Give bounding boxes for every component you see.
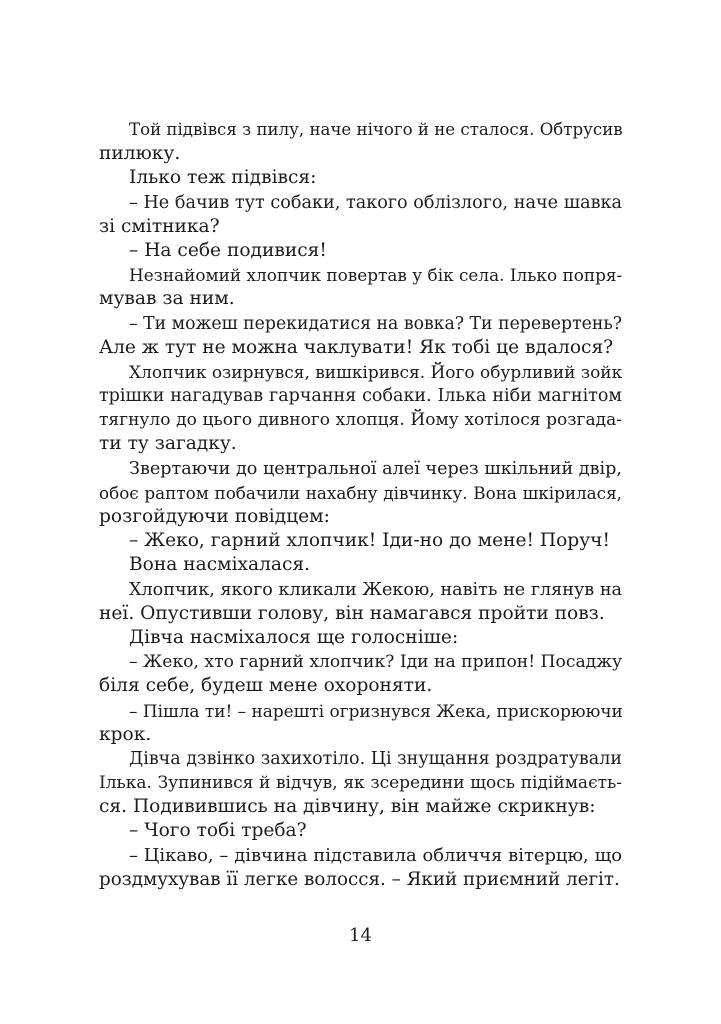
text-line: – Чого тобі треба? bbox=[129, 820, 307, 842]
text-line: Незнайомий хлопчик повертав у бік села. Ілько попря- bbox=[129, 265, 623, 286]
text-line: мував за ним. bbox=[99, 288, 235, 310]
text-line: пилюку. bbox=[99, 143, 181, 165]
text-line: Хлопчик, якого кликали Жекою, навіть не глянув на bbox=[129, 579, 622, 600]
text-line: – Не бачив тут собаки, такого облізлого, наче шавка bbox=[129, 192, 622, 213]
text-line: тягнуло до цього дивного хлопця. Йому хотілося розгада- bbox=[99, 410, 622, 431]
text-line: неї. Опустивши голову, він намагався пройти повз. bbox=[99, 602, 605, 624]
text-line: Ілька. Зупинився й відчув, як зсередини щось підіймаєть- bbox=[99, 773, 622, 794]
text-line: Звертаючи до центральної алеї через шкільний двір, bbox=[129, 458, 622, 479]
text-line: ся. Подивившись на дівчину, він майже скрикнув: bbox=[99, 796, 596, 818]
text-line: Але ж тут не можна чаклувати! Як тобі це вдалося? bbox=[99, 336, 614, 358]
text-line: – Ти можеш перекидатися на вовка? Ти перевертень? bbox=[129, 313, 622, 334]
text-line: крок. bbox=[99, 723, 152, 745]
text-line: трішки нагадував гарчання собаки. Ілька ніби магнітом bbox=[99, 386, 622, 407]
text-line: ти ту загадку. bbox=[99, 433, 237, 455]
text-line: – На себе подивися! bbox=[129, 239, 327, 261]
text-line: біля себе, будеш мене охороняти. bbox=[99, 675, 433, 697]
text-line: – Цікаво, – дівчина підставила обличчя вітерцю, що bbox=[129, 844, 622, 866]
text-line: Той підвівся з пилу, наче нічого й не сталося. Обтрусив bbox=[129, 120, 623, 139]
text-line: Дівча насміхалося ще голосніше: bbox=[129, 626, 459, 648]
text-line: – Пішла ти! – нарешті огризнувся Жека, прискорюючи bbox=[129, 700, 623, 721]
text-line: Вона насміхалася. bbox=[129, 554, 311, 576]
text-line: Дівча дзвінко захихотіло. Ці знущання роздратували bbox=[129, 748, 622, 769]
text-line: зі смітника? bbox=[99, 215, 220, 237]
text-line: Хлопчик озирнувся, вишкірився. Його обурливий зойк bbox=[129, 361, 623, 382]
body-text bbox=[99, 118, 622, 892]
text-line: розгойдуючи повідцем: bbox=[99, 506, 330, 527]
text-line: – Жеко, гарний хлопчик! Іди-но до мене! Поруч! bbox=[129, 530, 610, 552]
text-line: роздмухував її легке волосся. – Який приємний легіт. bbox=[99, 868, 620, 890]
text-line: Ілько теж підвівся: bbox=[129, 167, 317, 189]
text-line: – Жеко, хто гарний хлопчик? Іди на припон! Посаджу bbox=[129, 652, 623, 673]
page-number: 14 bbox=[349, 925, 372, 946]
text-line: обоє раптом побачили нахабну дівчинку. Вона шкірилася, bbox=[99, 482, 622, 503]
